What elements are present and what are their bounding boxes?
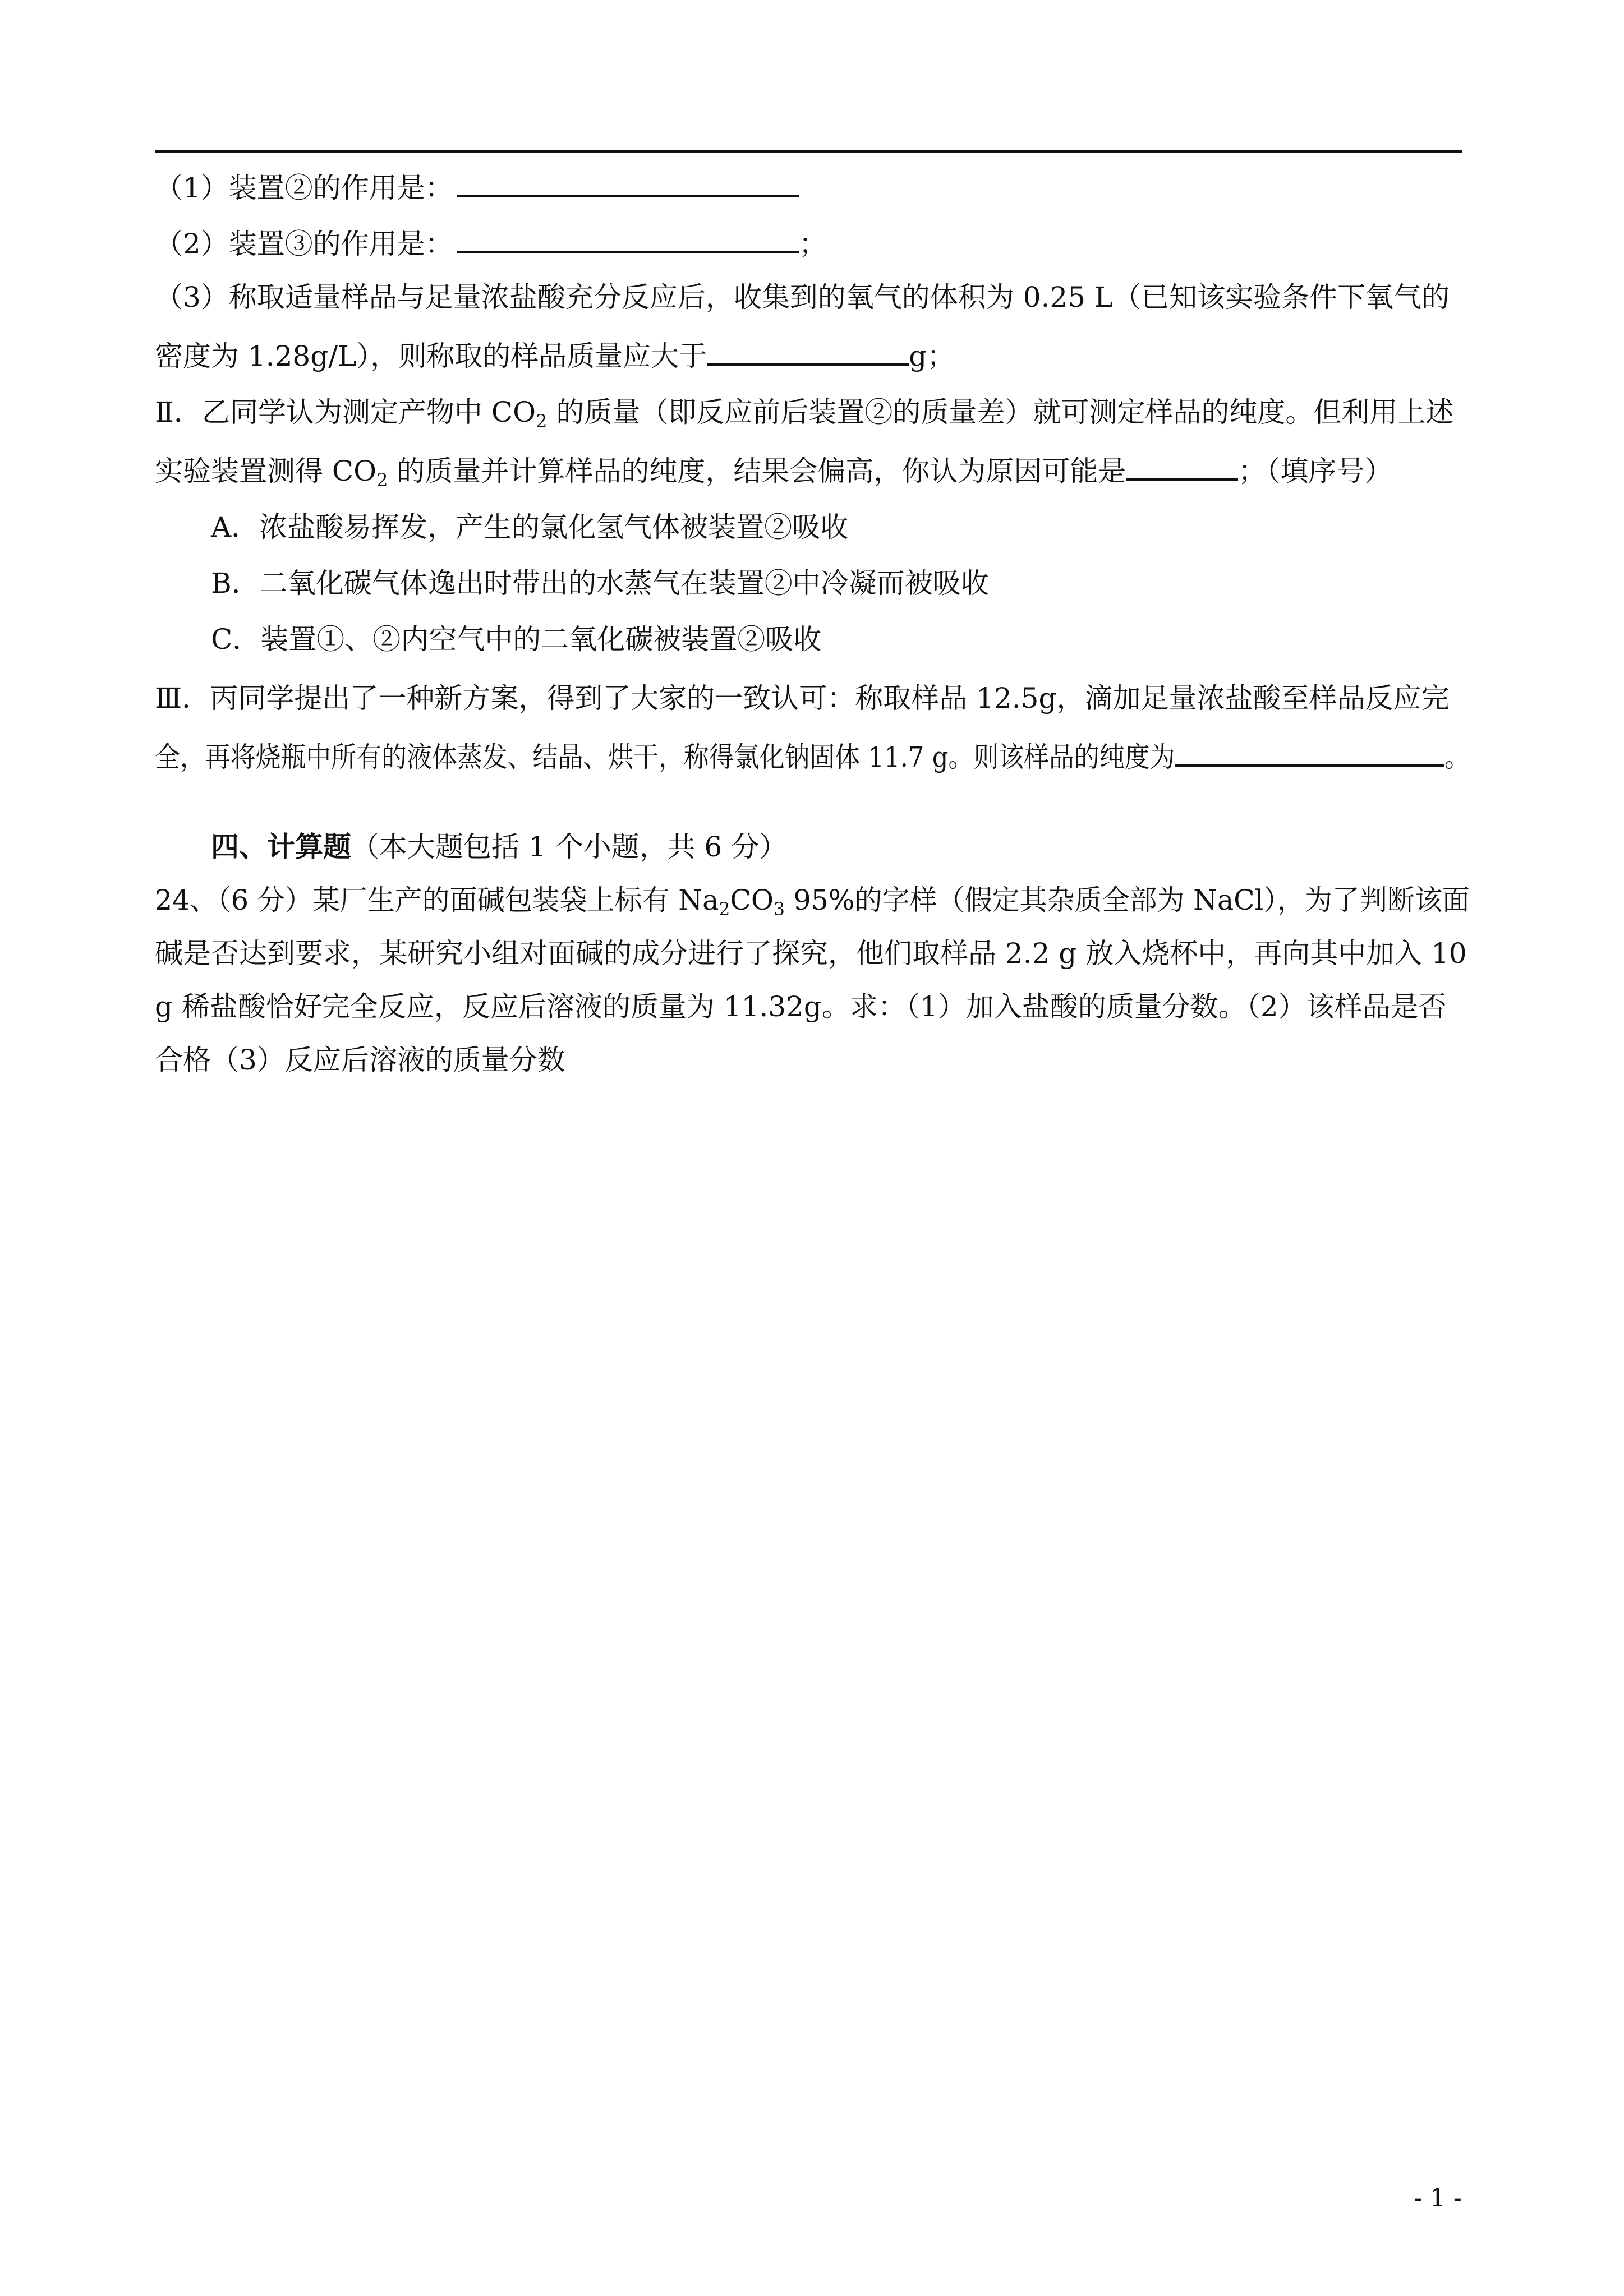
part-2-line-2 bbox=[155, 451, 1393, 491]
question-3-text: 密度为 1.28g/L），则称取的样品质量应大于 bbox=[155, 340, 707, 372]
question-24-line-1-c: 95%的字样（假定其杂质全部为 NaCl），为了判断该面 bbox=[784, 884, 1470, 916]
part-3-end: 。 bbox=[1444, 741, 1470, 773]
question-2-end: ； bbox=[798, 228, 827, 260]
part-3-answer-blank bbox=[1175, 737, 1444, 767]
question-3-end: g； bbox=[909, 340, 955, 372]
option-b: B．二氧化碳气体逸出时带出的水蒸气在装置②中冷凝而被吸收 bbox=[211, 567, 989, 600]
part-3-line-1: Ⅲ．丙同学提出了一种新方案，得到了大家的一致认可：称取样品 12.5g，滴加足量浓盐酸至样品反应完 bbox=[155, 682, 1450, 714]
part-2-line-1-b: 的质量（即反应前后装置②的质量差）就可测定样品的纯度。但利用上述 bbox=[547, 396, 1454, 428]
part-3-line-2 bbox=[155, 737, 1470, 774]
part-2-line-2-sub: 2 bbox=[376, 469, 388, 491]
question-1-answer-blank bbox=[457, 168, 799, 197]
part-2-line-2-end: ；（填序号） bbox=[1238, 455, 1393, 487]
question-3-line-1: （3）称取适量样品与足量浓盐酸充分反应后，收集到的氧气的体积为 0.25 L（已知该实验条件下氧气的 bbox=[155, 281, 1450, 313]
section-4-subtitle: （本大题包括 1 个小题，共 6 分） bbox=[351, 831, 788, 863]
question-24-line-1-b: CO bbox=[730, 884, 774, 916]
question-2-answer-blank bbox=[457, 224, 799, 253]
question-3-line-2 bbox=[155, 336, 955, 373]
part-2-line-1-a: Ⅱ．乙同学认为测定产物中 CO bbox=[155, 396, 536, 428]
header-rule bbox=[155, 150, 1462, 153]
question-2-text: （2）装置③的作用是： bbox=[155, 228, 453, 260]
question-24-line-3: g 稀盐酸恰好完全反应，反应后溶液的质量为 11.32g。求：（1）加入盐酸的质量分数。（2）该样品是否 bbox=[155, 990, 1447, 1023]
question-24-line-2: 碱是否达到要求，某研究小组对面碱的成分进行了探究，他们取样品 2.2 g 放入烧杯中，再向其中加入 10 bbox=[155, 937, 1467, 970]
page-number: - 1 - bbox=[1414, 2184, 1462, 2212]
section-4-heading bbox=[211, 830, 787, 864]
question-24-line-1 bbox=[155, 883, 1470, 920]
option-a: A．浓盐酸易挥发，产生的氯化氢气体被装置②吸收 bbox=[211, 511, 849, 543]
question-24-line-4: 合格（3）反应后溶液的质量分数 bbox=[155, 1044, 565, 1076]
part-2-line-2-b: 的质量并计算样品的纯度，结果会偏高，你认为原因可能是 bbox=[388, 455, 1126, 487]
part-3-line-2-text: 全，再将烧瓶中所有的液体蒸发、结晶、烘干，称得氯化钠固体 11.7 g。则该样品的纯度为 bbox=[155, 741, 1175, 773]
part-2-line-1 bbox=[155, 395, 1454, 432]
question-3-answer-blank bbox=[707, 336, 909, 366]
question-24-sub-1: 2 bbox=[719, 898, 730, 920]
part-2-answer-blank bbox=[1126, 451, 1238, 481]
part-2-line-2-a: 实验装置测得 CO bbox=[155, 455, 377, 487]
question-2 bbox=[155, 224, 827, 261]
section-4-title: 四、计算题 bbox=[211, 830, 351, 863]
question-1-text: （1）装置②的作用是： bbox=[155, 172, 453, 204]
question-24-sub-2: 3 bbox=[773, 898, 785, 920]
part-2-line-1-sub: 2 bbox=[536, 411, 548, 432]
question-1 bbox=[155, 168, 799, 205]
question-24-line-1-a: 24、（6 分）某厂生产的面碱包装袋上标有 Na bbox=[155, 884, 719, 916]
option-c: C．装置①、②内空气中的二氧化碳被装置②吸收 bbox=[211, 623, 822, 656]
